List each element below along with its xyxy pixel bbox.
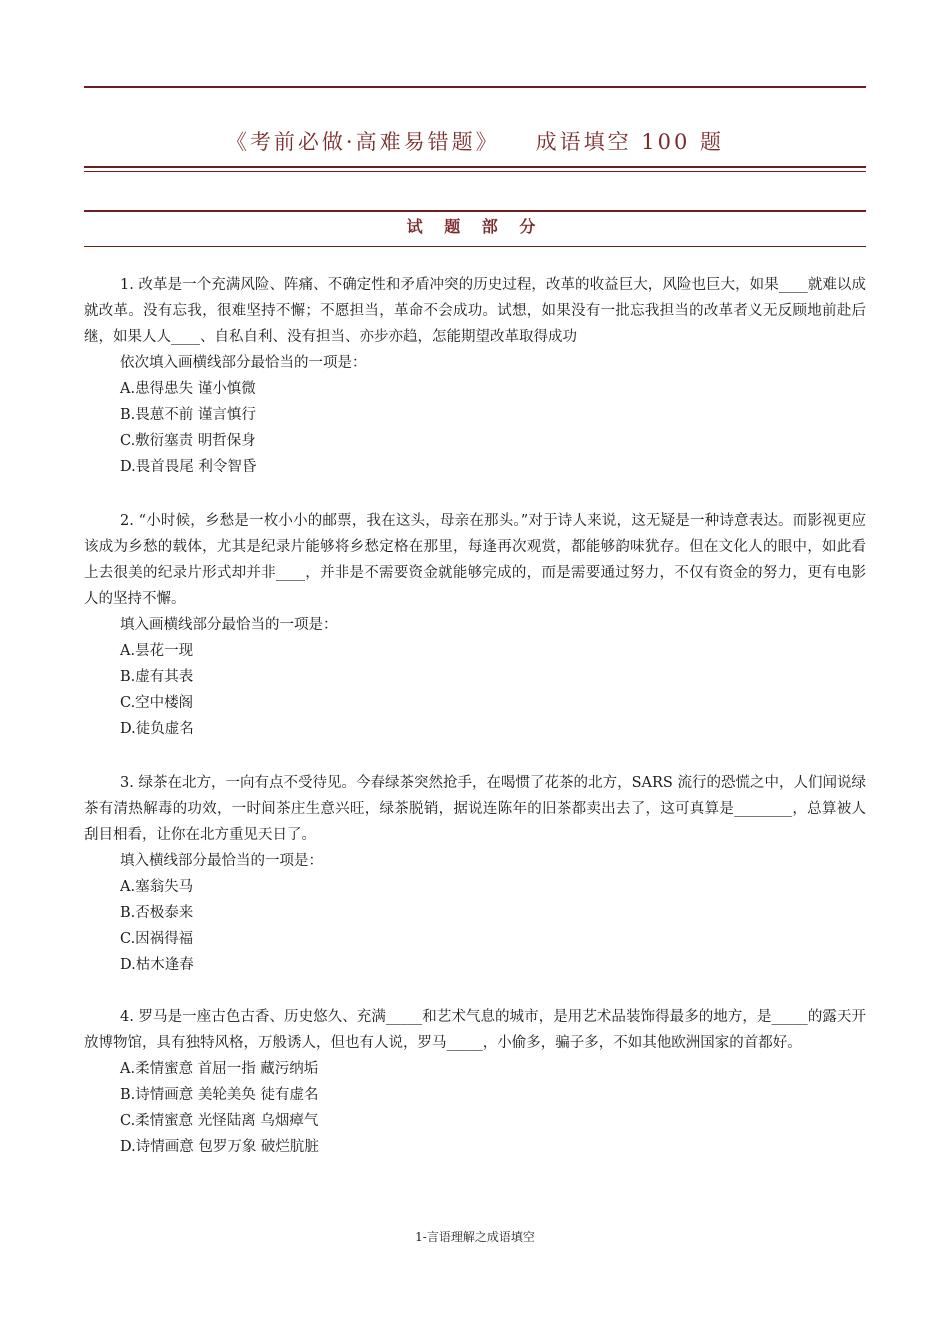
question-stem: 2. “小时候，乡愁是一枚小小的邮票，我在这头，母亲在那头。”对于诗人来说，这无疑是一种诗意表达。而影视更应该成为乡愁的载体，尤其是纪录片能够将乡愁定格在那里，每逢再次观赏，都能够韵味犹存。但在文化人的眼中，如此看上去很美的纪录片形式却并非____，并非是不需要资金就能够完成的，而是需要通过努力，不仅有资金的努力，更有电影人的坚持不懈。 <box>84 513 866 607</box>
option-d: D.枯木逢春 <box>120 957 194 973</box>
option-a: A.昙花一现 <box>120 643 194 659</box>
option-b: B.诗情画意 美轮美奂 徒有虚名 <box>120 1087 319 1103</box>
option-d: D.徒负虚名 <box>120 721 194 737</box>
question-2 <box>84 508 866 742</box>
question-4 <box>84 1004 866 1160</box>
section-title: 试 题 部 分 <box>406 217 544 236</box>
option-a: A.柔情蜜意 首屈一指 藏污纳垢 <box>120 1061 319 1077</box>
question-prompt: 填入画横线部分最恰当的一项是： <box>120 617 338 633</box>
option-b: B.畏葸不前 谨言慎行 <box>120 407 256 423</box>
section-rule-bottom <box>84 246 866 247</box>
title-double-rule-bottom <box>84 171 866 172</box>
top-rule <box>84 86 866 88</box>
option-d: D.诗情画意 包罗万象 破烂肮脏 <box>120 1139 319 1155</box>
option-c: C.因祸得福 <box>120 931 194 947</box>
option-c: C.柔情蜜意 光怪陆离 乌烟瘴气 <box>120 1113 319 1129</box>
option-b: B.虚有其表 <box>120 669 194 685</box>
question-1 <box>84 272 866 480</box>
question-prompt: 依次填入画横线部分最恰当的一项是： <box>120 355 367 371</box>
option-a: A.塞翁失马 <box>120 879 194 895</box>
title-double-rule-top <box>84 166 866 168</box>
option-c: C.敷衍塞责 明哲保身 <box>120 433 256 449</box>
question-prompt: 填入横线部分最恰当的一项是： <box>120 853 323 869</box>
series-title: 《考前必做·高难易错题》 <box>225 130 500 154</box>
question-stem: 4. 罗马是一座古色古香、历史悠久、充满_____和艺术气息的城市，是用艺术品装饰得最多的地方，是_____的露天开放博物馆，具有独特风格，万般诱人，但也有人说，罗马_____，小偷多，骗子多，不如其他欧洲国家的首都好。 <box>84 1009 866 1051</box>
question-stem: 3. 绿茶在北方，一向有点不受待见。今春绿茶突然抢手，在喝惯了花茶的北方，SARS 流行的恐慌之中，人们闻说绿茶有清热解毒的功效，一时间茶庄生意兴旺，绿茶脱销，据说连陈年的旧茶都卖出去了，这可真算是________，总算被人刮目相看，让你在北方重见天日了。 <box>84 775 866 843</box>
topic-title: 成语填空 100 题 <box>535 130 725 154</box>
page-title <box>84 126 866 156</box>
option-c: C.空中楼阁 <box>120 695 194 711</box>
question-stem: 1. 改革是一个充满风险、阵痛、不确定性和矛盾冲突的历史过程，改革的收益巨大，风险也巨大，如果____就难以成就改革。没有忘我，很难坚持不懈；不愿担当，革命不会成功。试想，如果没有一批忘我担当的改革者义无反顾地前赴后继，如果人人____、自私自利、没有担当、亦步亦趋，怎能期望改革取得成功 <box>84 277 866 345</box>
option-a: A.患得患失 谨小慎微 <box>120 381 256 397</box>
page-footer: 1-言语理解之成语填空 <box>415 1230 535 1244</box>
section-rule-top <box>84 210 866 212</box>
option-d: D.畏首畏尾 利令智昏 <box>120 459 257 475</box>
question-3 <box>84 770 866 978</box>
option-b: B.否极泰来 <box>120 905 194 921</box>
